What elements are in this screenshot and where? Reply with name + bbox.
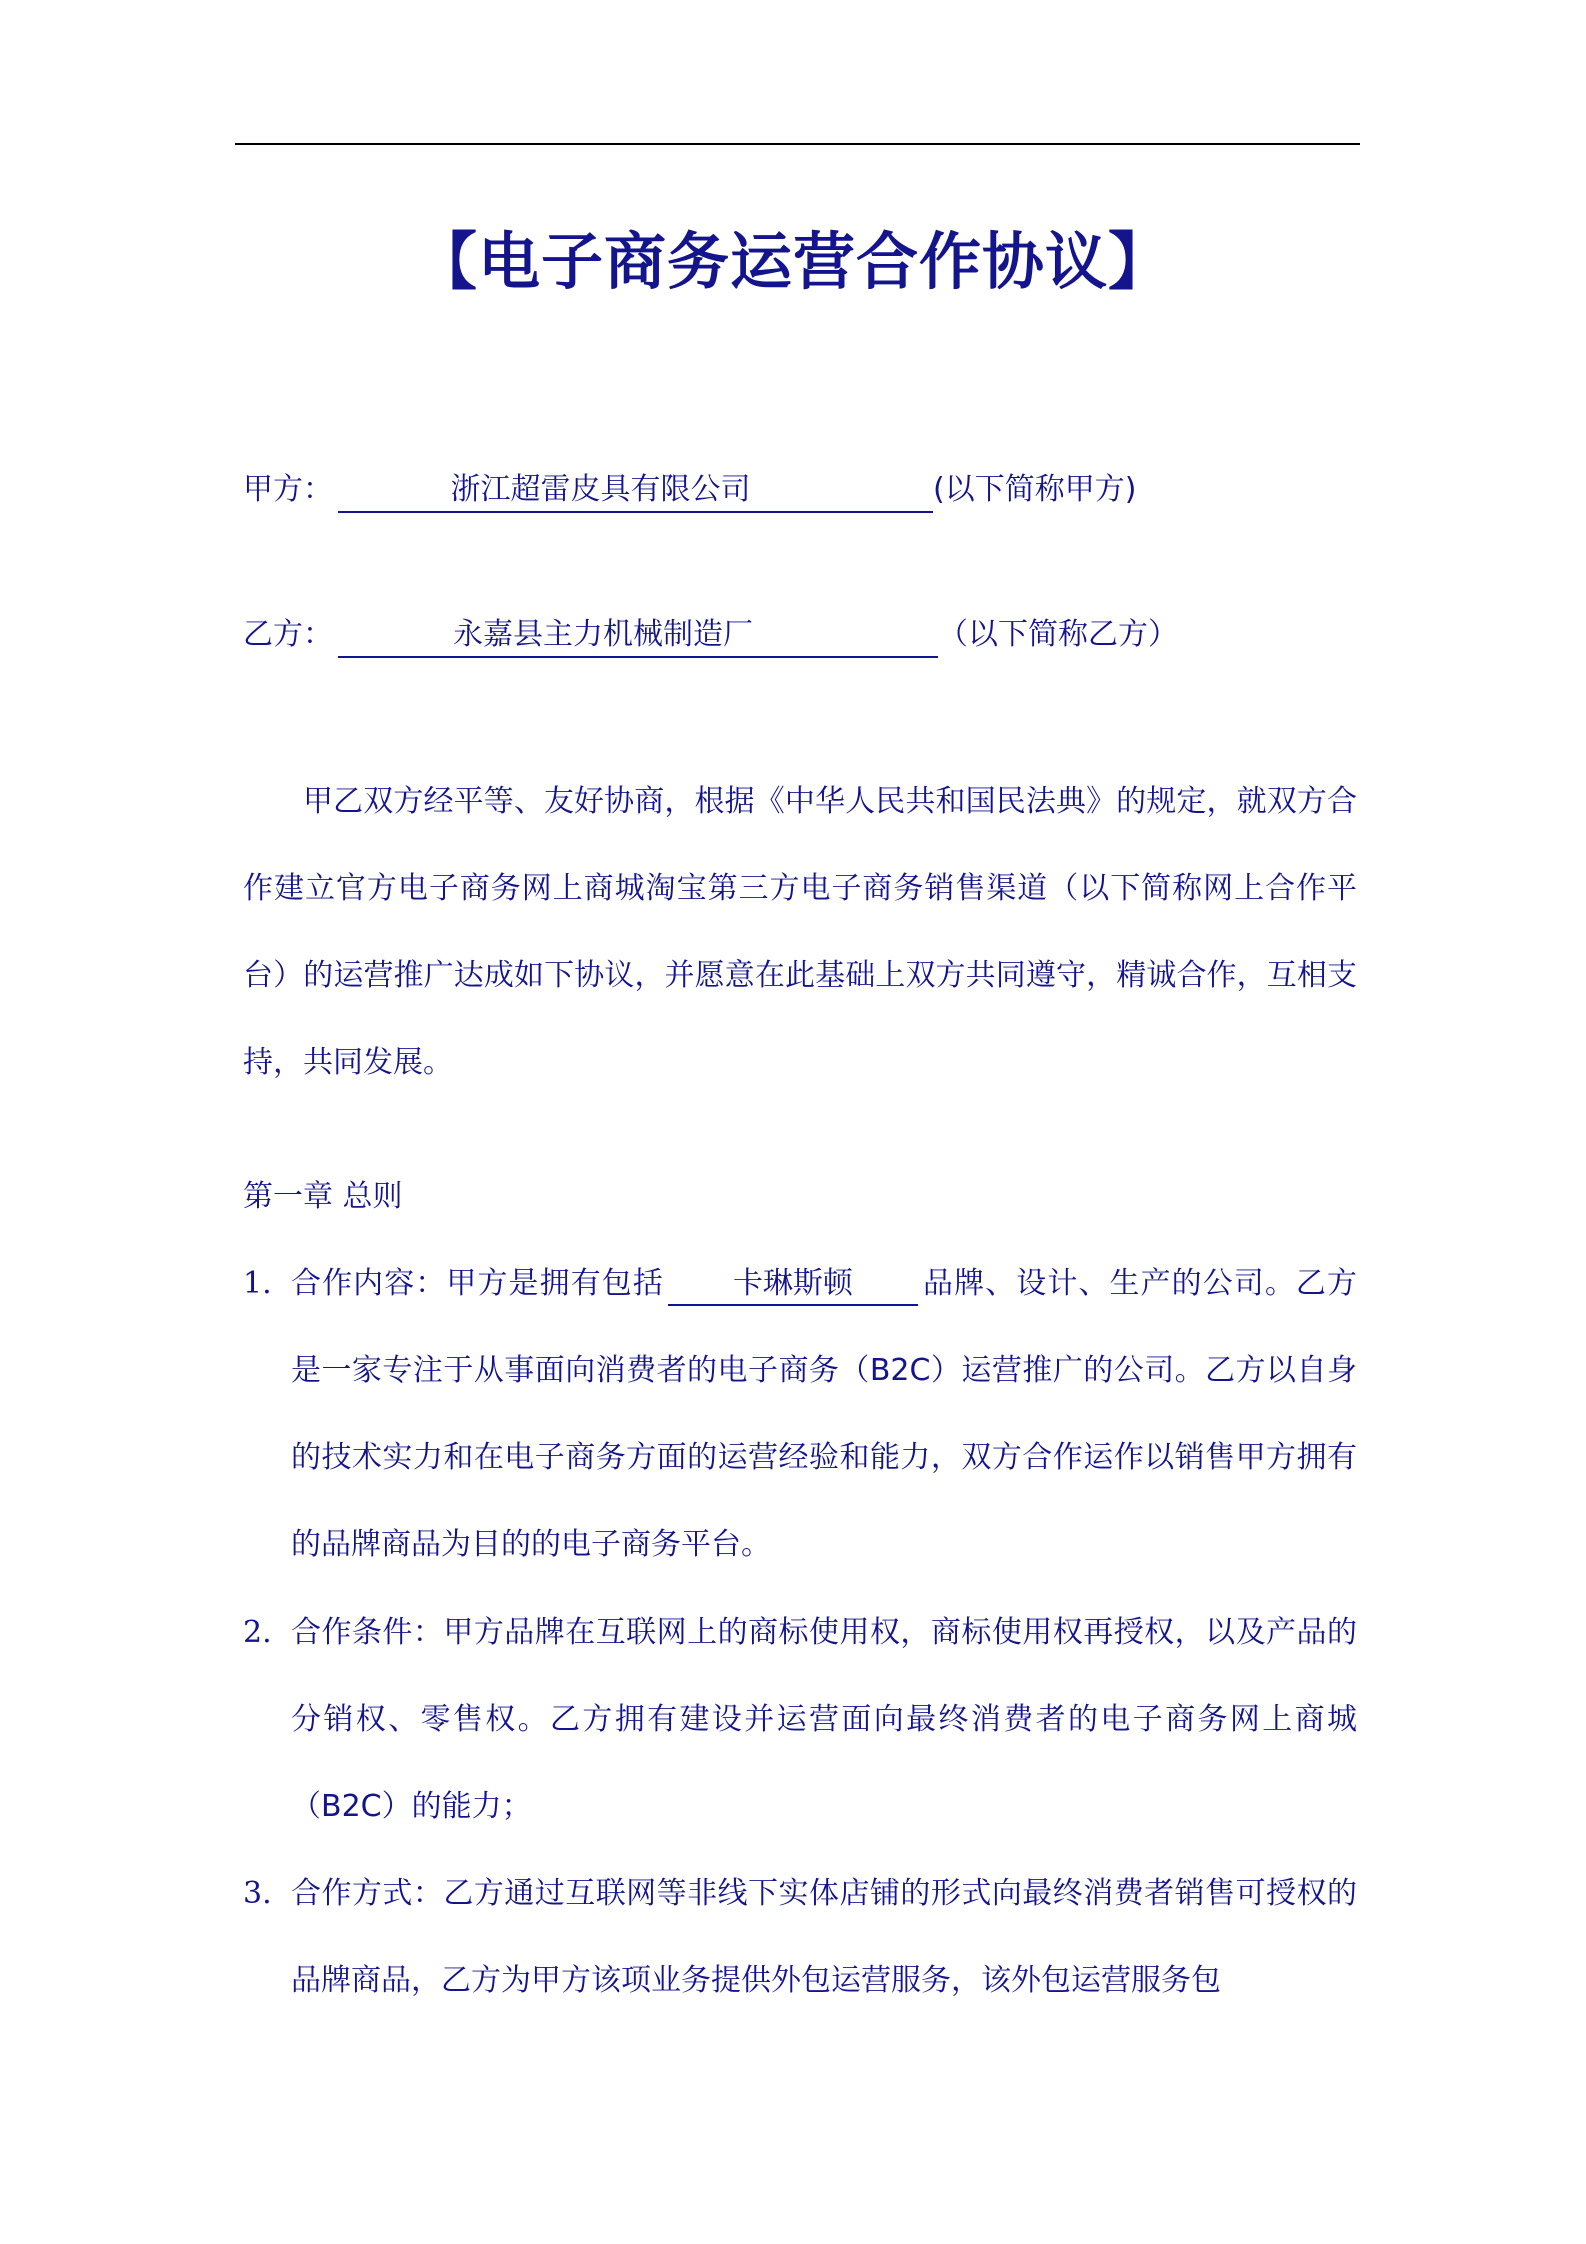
party-b-name: 永嘉县主力机械制造厂 (453, 617, 753, 652)
party-a-name: 浙江超雷皮具有限公司 (450, 472, 751, 507)
clause-1 (243, 1240, 1357, 1588)
clause-1-number: 1. (243, 1266, 272, 1301)
clause-3 (243, 1850, 1357, 2024)
preamble-paragraph: 甲乙双方经平等、友好协商，根据《中华人民共和国民法典》的规定，就双方合作建立官方电子商务网上商城淘宝第三方电子商务销售渠道（以下简称网上合作平台）的运营推广达成如下协议，并愿意在此基础上双方共同遵守，精诚合作，互相支持，共同发展。 (243, 784, 1357, 1080)
party-a-suffix: (以下简称甲方) (933, 472, 1137, 507)
chapter-heading: 第一章 总则 (243, 1179, 403, 1214)
clause-2-text: 合作条件：甲方品牌在互联网上的商标使用权，商标使用权再授权，以及产品的分销权、零售权。乙方拥有建设并运营面向最终消费者的电子商务网上商城（B2C）的能力； (291, 1615, 1357, 1824)
brand-name-field: 卡琳斯顿 (668, 1264, 918, 1306)
clause-3-text: 合作方式：乙方通过互联网等非线下实体店铺的形式向最终消费者销售可授权的品牌商品，乙方为甲方该项业务提供外包运营服务，该外包运营服务包 (291, 1876, 1357, 1998)
clause-2-number: 2. (243, 1615, 272, 1650)
party-b-name-field (338, 610, 938, 658)
party-b-suffix: （以下简称乙方） (938, 617, 1178, 652)
party-a-name-field (338, 465, 933, 513)
clause-1-text: 合作内容：甲方是拥有包括 卡琳斯顿 品牌、设计、生产的公司。乙方是一家专注于从事面向消费者的电子商务（B2C）运营推广的公司。乙方以自身的技术实力和在电子商务方面的运营经验和能力，双方合作运作以销售甲方拥有的品牌商品为目的的电子商务平台。 (291, 1266, 1358, 1562)
party-b-label: 乙方： (243, 617, 333, 652)
document-title: 【电子商务运营合作协议】 (414, 225, 1171, 298)
header-rule (235, 143, 1360, 145)
party-a-label: 甲方： (243, 472, 333, 507)
clause-2 (243, 1589, 1357, 1850)
clause-3-number: 3. (243, 1876, 272, 1911)
